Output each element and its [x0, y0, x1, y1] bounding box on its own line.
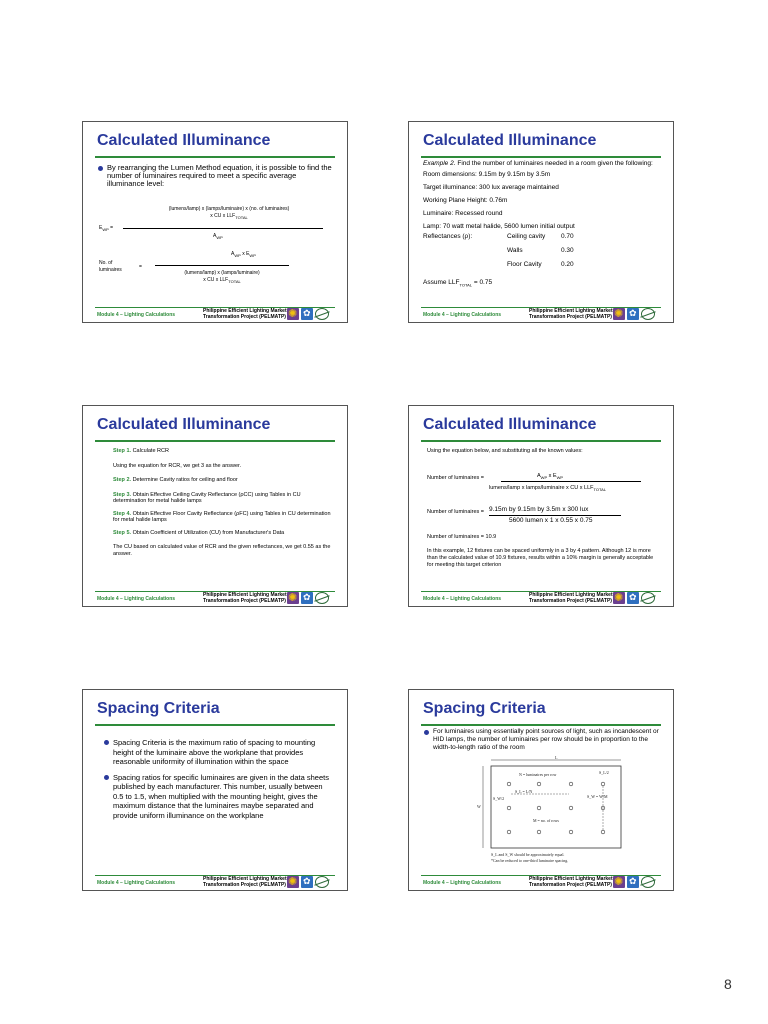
spacing-diagram	[475, 756, 635, 866]
diagram-label-sl-half: S_L/2	[599, 770, 609, 775]
step: The CU based on calculated value of RCR and the given reflectances, we get 0.55 as the answer.	[113, 544, 331, 557]
sun-logo-icon	[613, 308, 625, 320]
reflectance-value: 0.30	[561, 247, 574, 254]
example-line: Working Plane Height: 0.76m	[423, 197, 508, 204]
step: Step 2. Determine Cavity ratios for ceiling and floor	[113, 477, 238, 483]
gef-logo-icon	[641, 308, 655, 320]
example-line: Room dimensions: 9.15m by 9.15m by 3.5m	[423, 171, 551, 178]
eq2-fraction-line	[155, 265, 289, 266]
footer-project: Philippine Efficient Lighting Market Transformation Project (PELMATP)	[529, 308, 613, 320]
conclusion-text: In this example, 12 fixtures can be spaced uniformly in a 3 by 4 pattern. Although 12 is more than the calculated value of 10.9 fixtures, results within a 10% margin is generally acceptable for meeting this target criterion	[427, 548, 654, 568]
gef-logo-icon	[315, 308, 329, 320]
title-rule	[421, 440, 661, 442]
undp-logo-icon	[627, 876, 639, 888]
slide-title: Spacing Criteria	[97, 700, 220, 717]
undp-logo-icon	[301, 308, 313, 320]
sun-logo-icon	[287, 876, 299, 888]
gef-logo-icon	[641, 592, 655, 604]
eq2-lhs: No. of luminaires	[99, 260, 122, 273]
footer-project: Philippine Efficient Lighting Market Transformation Project (PELMATP)	[529, 876, 613, 888]
gef-logo-icon	[315, 592, 329, 604]
slide-footer	[409, 306, 673, 322]
footer-module: Module 4 – Lighting Calculations	[423, 596, 502, 602]
eq2-numerator: $A_{WP}$ x $E_{WP}$	[231, 251, 256, 258]
reflectance-name: Walls	[507, 247, 523, 254]
step: Step 1. Calculate RCR	[113, 448, 169, 454]
eq2-numerator: 9.15m by 9.15m by 3.5m x 300 lux	[489, 506, 589, 513]
step: Step 4. Obtain Effective Floor Cavity Reflectance (ρFC) using Tables in CU determination for metal halide lamps	[113, 510, 331, 523]
slide-calculated-illuminance-4	[408, 405, 674, 607]
diagram-label-L: L	[555, 756, 558, 760]
example-intro: Example 2. Find the number of luminaires needed in a room given the following:	[423, 160, 653, 167]
title-rule	[95, 724, 335, 726]
title-rule	[95, 156, 335, 158]
reflectances-label: Reflectances (ρ):	[423, 233, 473, 240]
footer-project: Philippine Efficient Lighting Market Transformation Project (PELMATP)	[203, 592, 287, 604]
result-text: Number of luminaires = 10.9	[427, 534, 497, 540]
diagram-label-m: M = no. of rows	[533, 818, 559, 823]
bullet-text: By rearranging the Lumen Method equation, it is possible to find the number of luminaires required to meet a specific average illuminance level:	[97, 164, 335, 188]
slide-title: Calculated Illuminance	[423, 132, 597, 149]
footer-module: Module 4 – Lighting Calculations	[423, 312, 502, 318]
slide-footer	[409, 590, 673, 606]
diagram-note-2: *Can be reduced to one-third luminaire spacing.	[491, 858, 569, 863]
bullet-text: Spacing Criteria is the maximum ratio of spacing to mounting height of the luminaire above the workplane that provides reasonable uniformity of illumination within the space	[103, 738, 329, 767]
intro-text: Using the equation below, and substituting all the known values:	[427, 448, 583, 454]
slide-footer	[409, 874, 673, 890]
eq2-lhs: Number of luminaires =	[427, 509, 485, 515]
example-line: Lamp: 70 watt metal halide, 5600 lumen initial output	[423, 223, 575, 230]
footer-module: Module 4 – Lighting Calculations	[423, 880, 502, 886]
assume-llf: Assume $LLF_{TOTAL} = 0.75$	[423, 279, 493, 288]
footer-project: Philippine Efficient Lighting Market Transformation Project (PELMATP)	[203, 876, 287, 888]
step: Step 3. Obtain Effective Ceiling Cavity Reflectance (ρCC) using Tables in CU determination for metal halide lamps	[113, 491, 301, 504]
slide-calculated-illuminance-2	[408, 121, 674, 323]
sun-logo-icon	[613, 592, 625, 604]
eq2-denominator: (lumens/lamp) x (lamps/luminaire) x CU x $LLF_{TOTAL}$	[184, 270, 260, 284]
page-number: 8	[724, 976, 732, 992]
slide-title: Calculated Illuminance	[423, 416, 597, 433]
slide-body	[113, 448, 333, 557]
undp-logo-icon	[301, 592, 313, 604]
diagram-label-n: N = luminaires per row	[519, 772, 557, 777]
gef-logo-icon	[315, 876, 329, 888]
example-line: Luminaire: Recessed round	[423, 210, 503, 217]
slide-calculated-illuminance-1	[82, 121, 348, 323]
sun-logo-icon	[287, 308, 299, 320]
eq2-denominator: 5600 lumen x 1 x 0.55 x 0.75	[509, 517, 593, 524]
eq-fraction-line	[501, 481, 641, 482]
slide-footer	[83, 590, 347, 606]
diagram-label-sw: S_W = W/M	[587, 794, 608, 799]
reflectance-value: 0.20	[561, 261, 574, 268]
sun-logo-icon	[613, 876, 625, 888]
step: Step 5. Obtain Coefficient of Utilization (CU) from Manufacturer's Data	[113, 529, 285, 536]
eq-denominator: lumens/lamp x lamps/luminaire x CU x $LLF_{TOTAL}$	[489, 485, 607, 493]
eq2-equals: =	[139, 264, 142, 270]
slide-body	[103, 738, 329, 820]
footer-project: Philippine Efficient Lighting Market Transformation Project (PELMATP)	[529, 592, 613, 604]
reflectance-name: Ceiling cavity	[507, 233, 546, 240]
slide-body	[423, 728, 661, 752]
title-rule	[421, 156, 661, 158]
eq1-denominator: $A_{WP}$	[213, 233, 223, 240]
undp-logo-icon	[627, 592, 639, 604]
eq-lhs: Number of luminaires =	[427, 475, 485, 481]
slide-footer	[83, 306, 347, 322]
slide-title: Calculated Illuminance	[97, 132, 271, 149]
diagram-label-W: W	[477, 804, 481, 809]
slide-body	[423, 160, 661, 289]
bullet-text: Spacing ratios for specific luminaires are given in the data sheets published by each manufacturer. This number, usually between 0.5 to 1.5, when multiplied with the mounting height, gives the maximum distance that the luminaires maybe separated and provide uniform illuminance on the workplane	[103, 773, 329, 821]
reflectance-value: 0.70	[561, 233, 574, 240]
gef-logo-icon	[641, 876, 655, 888]
title-rule	[95, 440, 335, 442]
footer-module: Module 4 – Lighting Calculations	[97, 312, 176, 318]
undp-logo-icon	[627, 308, 639, 320]
reflectances-table	[423, 233, 661, 277]
eq-numerator: $A_{WP}$ x $E_{WP}$	[537, 473, 564, 481]
reflectance-name: Floor Cavity	[507, 261, 542, 268]
sun-logo-icon	[287, 592, 299, 604]
diagram-note-1: S_L and S_W should be approximately equal.	[491, 852, 565, 857]
footer-project: Philippine Efficient Lighting Market Transformation Project (PELMATP)	[203, 308, 287, 320]
slide-title: Calculated Illuminance	[97, 416, 271, 433]
eq2-fraction-line	[489, 515, 621, 516]
footer-module: Module 4 – Lighting Calculations	[97, 880, 176, 886]
slide-title: Spacing Criteria	[423, 700, 546, 717]
diagram-label-sw-half: S_W/2	[493, 796, 505, 801]
eq1-numerator: (lumens/lamp) x (lamps/luminaire) x (no. of luminaires) x CU x $LLF_{TOTAL}$	[168, 206, 290, 220]
slide-spacing-criteria-1	[82, 689, 348, 891]
slide-body	[97, 164, 335, 188]
title-rule	[421, 724, 661, 726]
eq1-fraction-line	[123, 228, 323, 229]
slide-spacing-criteria-2	[408, 689, 674, 891]
slide-footer	[83, 874, 347, 890]
example-line: Target illuminance: 300 lux average maintained	[423, 184, 559, 191]
slide-calculated-illuminance-3	[82, 405, 348, 607]
eq1-lhs: $E_{WP}$ =	[99, 225, 114, 232]
footer-module: Module 4 – Lighting Calculations	[97, 596, 176, 602]
undp-logo-icon	[301, 876, 313, 888]
diagram-label-sl: S_L = L/N	[515, 789, 533, 794]
bullet-text: For luminaires using essentially point sources of light, such as incandescent or HID lamps, the number of luminaires per row should be in proportion to the width-to-length ratio of the room	[423, 728, 661, 752]
step: Using the equation for RCR, we get 3 as the answer.	[113, 462, 242, 469]
